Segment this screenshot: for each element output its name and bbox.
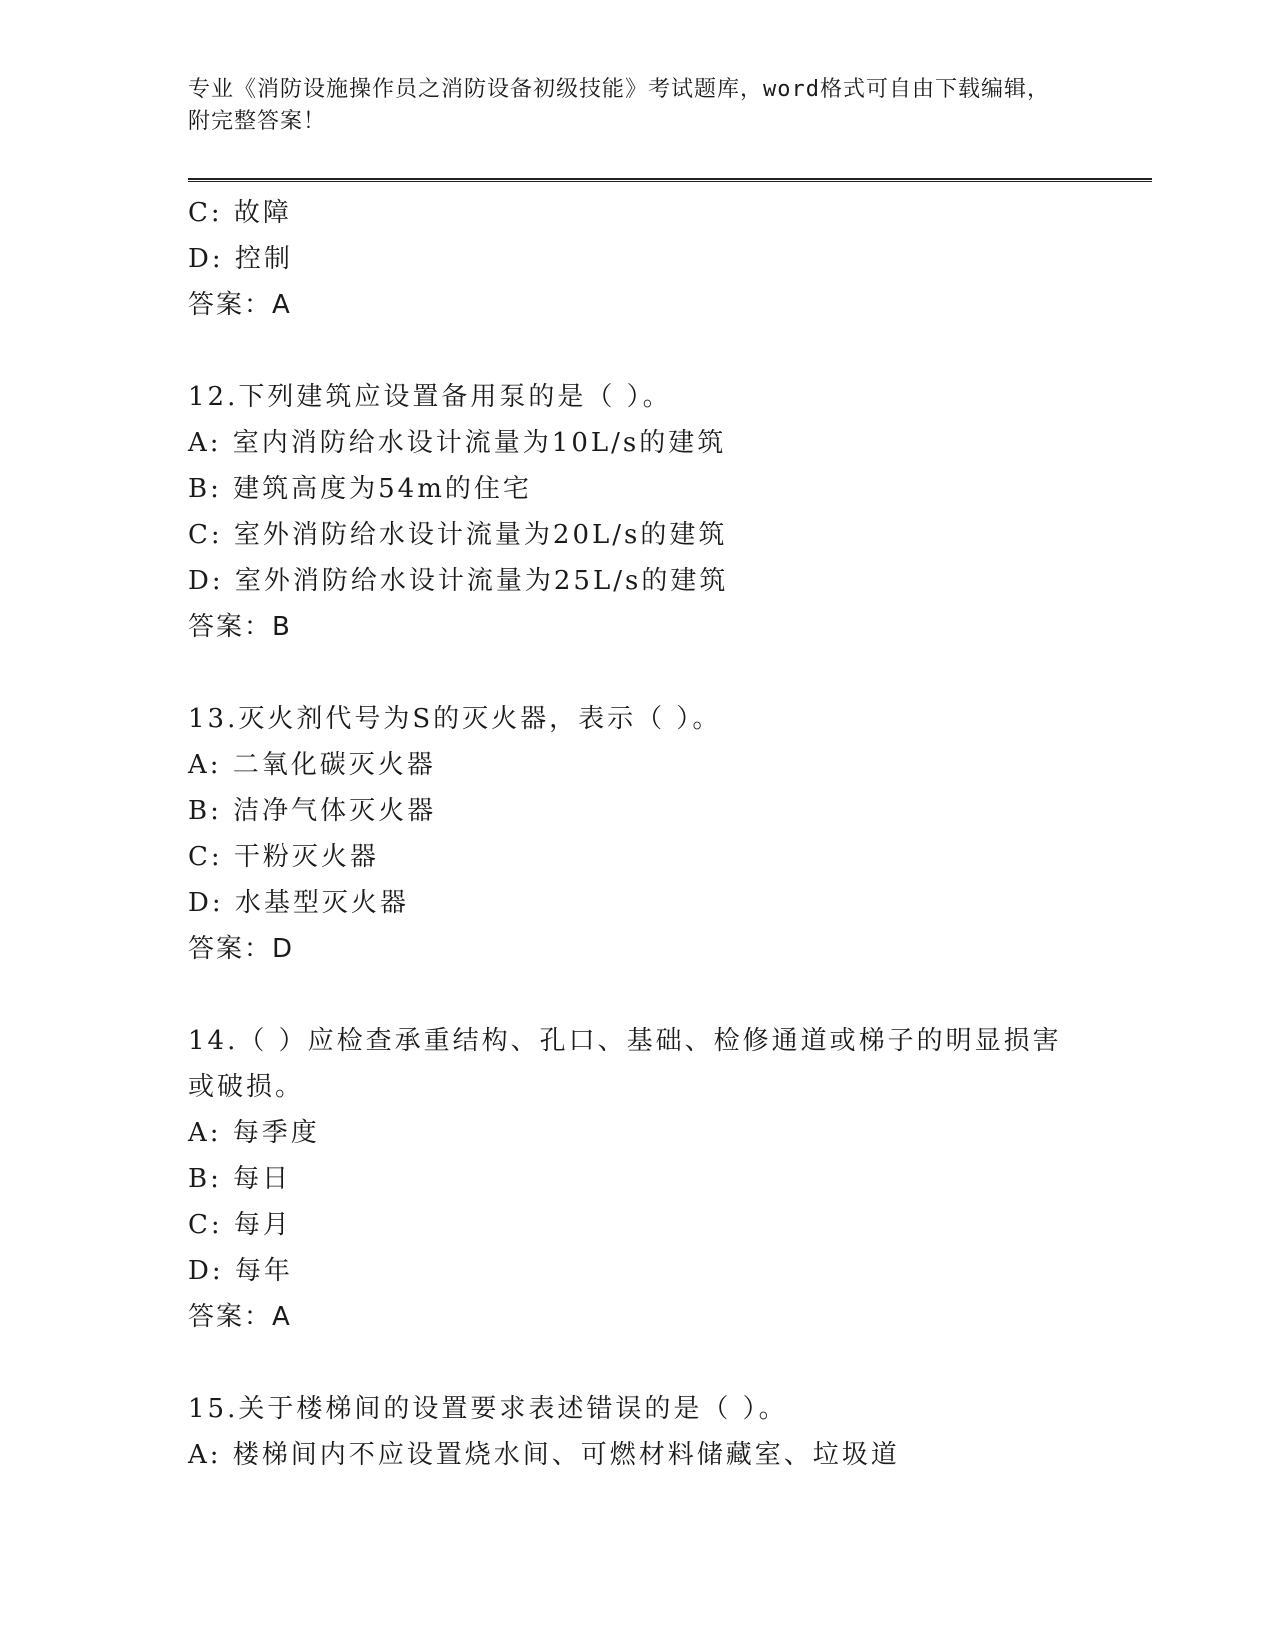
header-divider (188, 178, 1152, 182)
option-item: D: 控制 (188, 244, 293, 274)
question-continued (188, 190, 1088, 328)
option-item: D: 室外消防给水设计流量为25L/s的建筑 (188, 566, 729, 596)
question-list (188, 190, 1088, 1478)
option-item: A: 每季度 (188, 1118, 320, 1148)
option-item: A: 二氧化碳灭火器 (188, 750, 436, 780)
question-13 (188, 696, 1088, 972)
option-item: C: 室外消防给水设计流量为20L/s的建筑 (188, 520, 728, 550)
question-15 (188, 1386, 1088, 1478)
option-item: C: 故障 (188, 198, 292, 228)
question-stem: 12.下列建筑应设置备用泵的是（ ）。 (188, 382, 672, 412)
question-stem: 14.（ ）应检查承重结构、孔口、基础、检修通道或梯子的明显损害或破损。 (188, 1026, 1062, 1102)
answer-line: 答案：A (188, 1302, 292, 1332)
question-stem: 13.灭火剂代号为S的灭火器，表示（ ）。 (188, 704, 722, 734)
answer-line: 答案：A (188, 290, 292, 320)
question-12 (188, 374, 1088, 650)
option-item: D: 每年 (188, 1256, 293, 1286)
option-item: C: 干粉灭火器 (188, 842, 379, 872)
option-item: A: 楼梯间内不应设置烧水间、可燃材料储藏室、垃圾道 (188, 1440, 900, 1470)
option-item: B: 建筑高度为54m的住宅 (188, 474, 532, 504)
option-item: A: 室内消防给水设计流量为10L/s的建筑 (188, 428, 727, 458)
option-item: B: 每日 (188, 1164, 292, 1194)
document-header: 专业《消防设施操作员之消防设备初级技能》考试题库，word格式可自由下载编辑，附完整答案！ (188, 77, 1050, 134)
option-item: B: 洁净气体灭火器 (188, 796, 437, 826)
option-item: D: 水基型灭火器 (188, 888, 409, 918)
answer-line: 答案：B (188, 612, 292, 642)
answer-line: 答案：D (188, 934, 295, 964)
option-item: C: 每月 (188, 1210, 292, 1240)
question-stem: 15.关于楼梯间的设置要求表述错误的是（ ）。 (188, 1394, 788, 1424)
question-14 (188, 1018, 1088, 1340)
